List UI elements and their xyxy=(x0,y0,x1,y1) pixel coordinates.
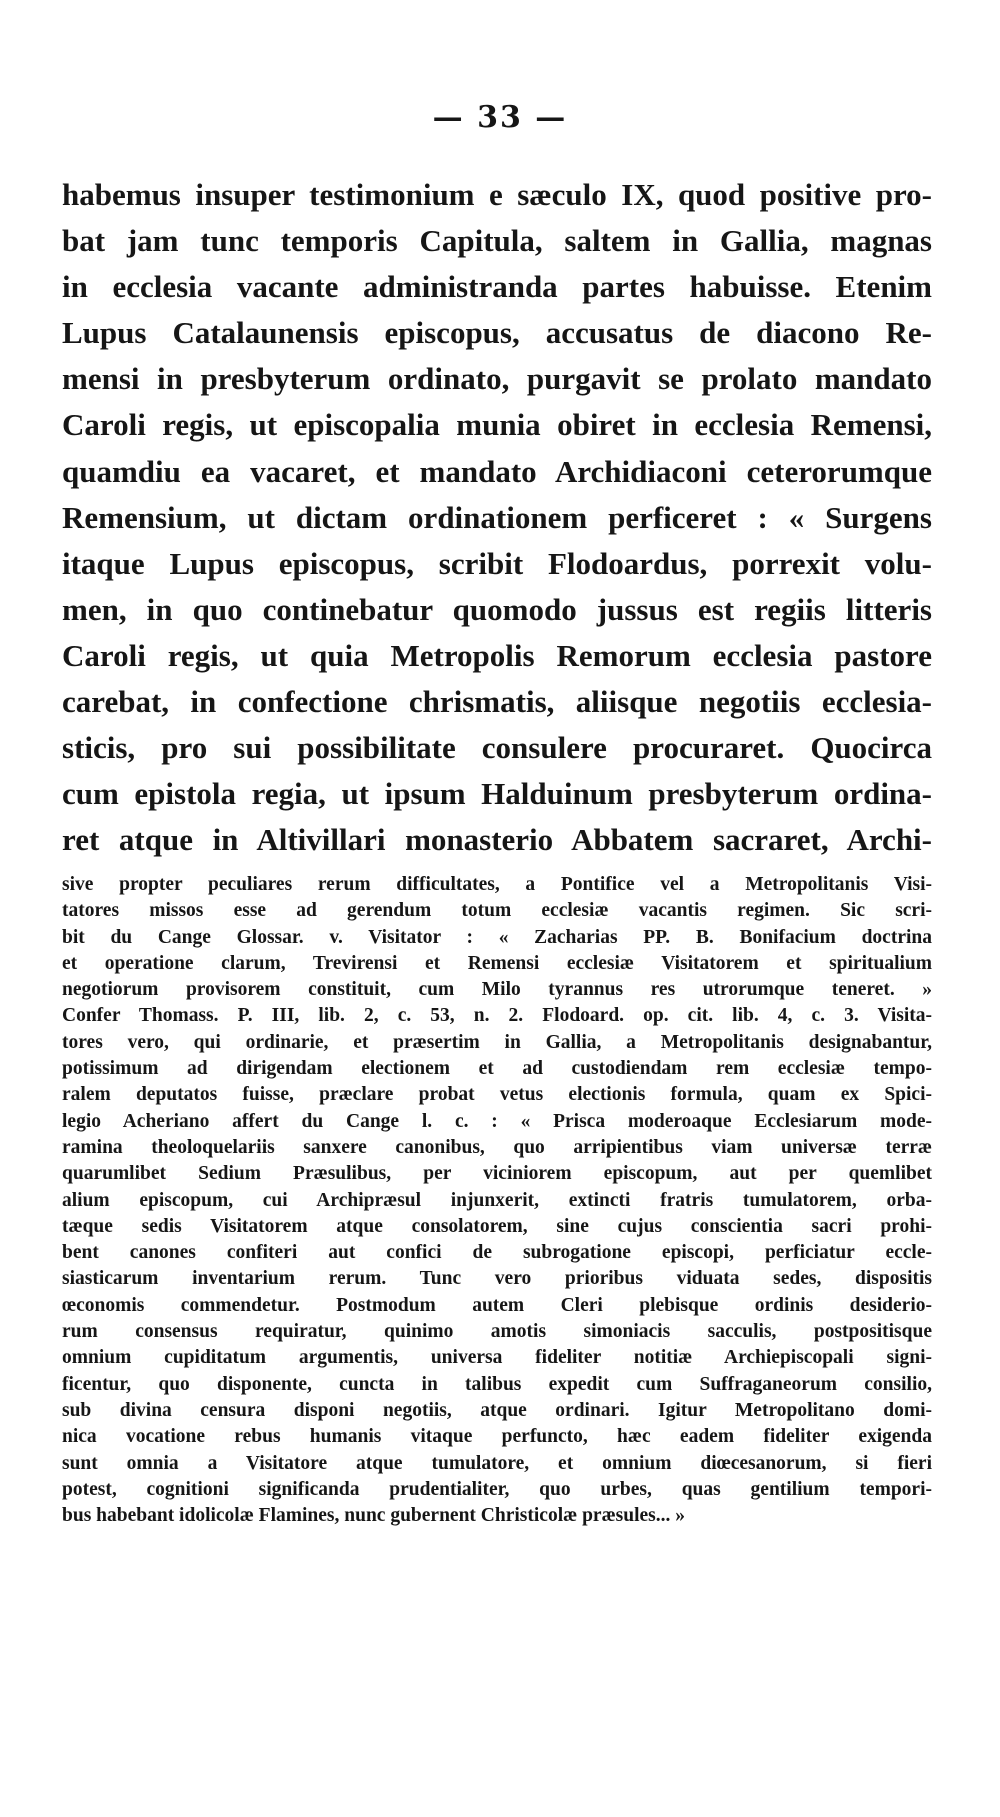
footnote-line: bit du Cange Glossar. v. Visitator : « Zacharias PP. B. Bonifacium doctrina xyxy=(62,926,932,948)
footnote-line: tæque sedis Visitatorem atque consolatorem, sine cujus conscientia sacri prohi- xyxy=(62,1215,932,1237)
footnote-line: alium episcopum, cui Archipræsul injunxerit, extincti fratris tumulatorem, orba- xyxy=(62,1189,932,1211)
main-text-line: quamdiu ea vacaret, et mandato Archidiaconi ceterorumque xyxy=(62,453,932,489)
footnote-line: bus habebant idolicolæ Flamines, nunc gubernent Christicolæ præsules... » xyxy=(62,1505,686,1527)
footnote-line: tores vero, qui ordinarie, et præsertim in Gallia, a Metropolitanis designabantur, xyxy=(62,1031,932,1053)
footnote-line: quarumlibet Sedium Præsulibus, per viciniorem episcopum, aut per quemlibet xyxy=(62,1163,932,1185)
footnote-line: rum consensus requiratur, quinimo amotis simoniacis sacculis, postpositisque xyxy=(62,1321,932,1343)
main-text-line: Caroli regis, ut quia Metropolis Remorum ecclesia pastore xyxy=(62,637,932,673)
main-text-line: ret atque in Altivillari monasterio Abbatem sacraret, Archi- xyxy=(62,822,932,858)
main-text-line: habemus insuper testimonium e sæculo IX, quod positive pro- xyxy=(62,177,932,212)
footnote-line: omnium cupiditatum argumentis, universa fideliter notitiæ Archiepiscopali signi- xyxy=(62,1347,932,1369)
main-text-line: mensi in presbyterum ordinato, purgavit se prolato mandato xyxy=(62,361,932,397)
main-text-line: carebat, in confectione chrismatis, aliisque negotiis ecclesia- xyxy=(62,684,932,720)
main-text-line: in ecclesia vacante administranda partes habuisse. Etenim xyxy=(62,269,932,305)
footnote xyxy=(62,872,932,1529)
footnote-line: ramina theoloquelariis sanxere canonibus, quo arripientibus viam universæ terræ xyxy=(62,1136,932,1158)
footnote-line: ralem deputatos fuisse, præclare probat vetus electionis formula, quam ex Spici- xyxy=(62,1084,932,1106)
main-text-line: cum epistola regia, ut ipsum Halduinum presbyterum ordina- xyxy=(62,776,932,812)
footnote-line: sunt omnia a Visitatore atque tumulatore, et omnium diœcesanorum, si fieri xyxy=(62,1452,932,1474)
footnote-line: et operatione clarum, Trevirensi et Remensi ecclesiæ Visitatorem et spiritualium xyxy=(62,952,932,974)
main-text-line: Caroli regis, ut episcopalia munia obiret in ecclesia Remensi, xyxy=(62,407,932,443)
main-text-line: itaque Lupus episcopus, scribit Flodoardus, porrexit volu- xyxy=(62,545,932,581)
footnote-line: legio Acheriano affert du Cange l. c. : « Prisca moderoaque Ecclesiarum mode- xyxy=(62,1110,932,1132)
footnote-line: Confer Thomass. P. III, lib. 2, c. 53, n. 2. Flodoard. op. cit. lib. 4, c. 3. Visita- xyxy=(62,1005,932,1027)
footnote-line: potest, cognitioni significanda prudentialiter, quo urbes, quas gentilium tempori- xyxy=(62,1478,932,1500)
footnote-line: sive propter peculiares rerum difficultates, a Pontifice vel a Metropolitanis Visi- xyxy=(62,874,932,895)
main-text xyxy=(62,172,932,863)
footnote-line: ficentur, quo disponente, cuncta in talibus expedit cum Suffraganeorum consilio, xyxy=(62,1373,932,1395)
footnote-line: bent canones confiteri aut confici de subrogatione episcopi, perficiatur eccle- xyxy=(62,1242,932,1264)
main-text-line: sticis, pro sui possibilitate consulere procuraret. Quocirca xyxy=(62,730,932,766)
footnote-line: œconomis commendetur. Postmodum autem Cleri plebisque ordinis desiderio- xyxy=(62,1294,932,1316)
footnote-line: nica vocatione rebus humanis vitaque perfuncto, hæc eadem fideliter exigenda xyxy=(62,1426,932,1448)
main-text-line: Lupus Catalaunensis episcopus, accusatus de diacono Re- xyxy=(62,315,932,351)
footnote-line: tatores missos esse ad gerendum totum ecclesiæ vacantis regimen. Sic scri- xyxy=(62,900,932,922)
main-text-line: Remensium, ut dictam ordinationem perficeret : « Surgens xyxy=(62,499,932,535)
main-text-line: bat jam tunc temporis Capitula, saltem in Gallia, magnas xyxy=(62,223,932,259)
footnote-line: negotiorum provisorem constituit, cum Milo tyrannus res utrorumque teneret. » xyxy=(62,979,932,1001)
page-number: — 33 — xyxy=(432,100,568,135)
footnote-line: sub divina censura disponi negotiis, atque ordinari. Igitur Metropolitano domi- xyxy=(62,1399,932,1421)
footnote-line: potissimum ad dirigendam electionem et ad custodiendam rem ecclesiæ tempo- xyxy=(62,1058,932,1080)
footnote-line: siasticarum inventarium rerum. Tunc vero prioribus viduata sedes, dispositis xyxy=(62,1268,932,1290)
main-text-line: men, in quo continebatur quomodo jussus est regiis litteris xyxy=(62,591,932,627)
